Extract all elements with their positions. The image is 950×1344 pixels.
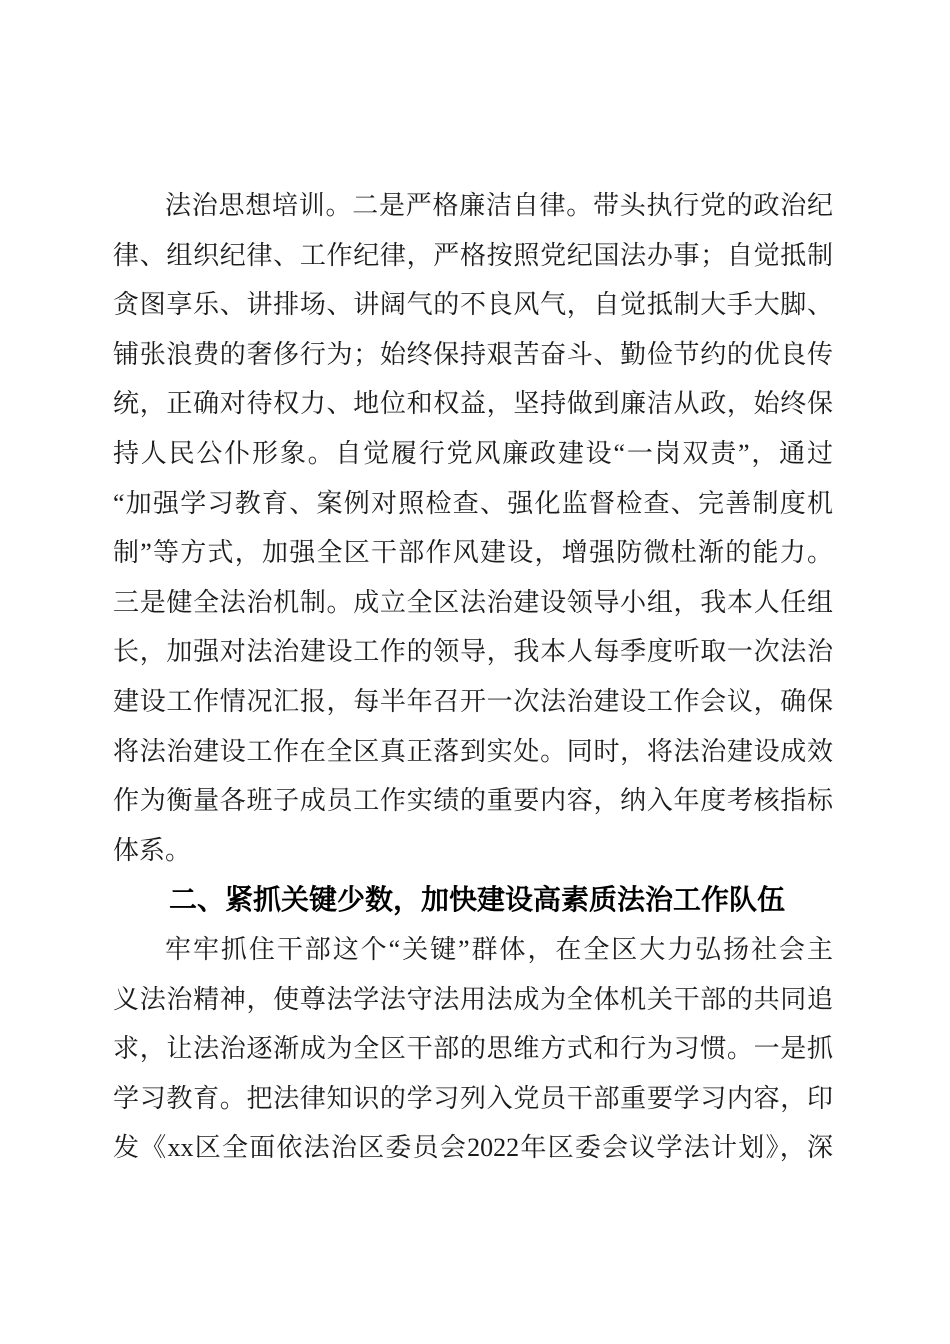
section-heading: 二、紧抓关键少数，加快建设高素质法治工作队伍 <box>169 884 786 916</box>
text-line: 学习教育。把法律知识的学习列入党员干部重要学习内容，印 <box>113 1083 833 1113</box>
text-line: 法治思想培训。二是严格廉洁自律。带头执行党的政治纪 <box>165 191 833 220</box>
text-line: 作为衡量各班子成员工作实绩的重要内容，纳入年度考核指标 <box>113 786 833 816</box>
document-text-block <box>113 181 833 1173</box>
text-line: 建设工作情况汇报，每半年召开一次法治建设工作会议，确保 <box>113 686 833 716</box>
text-line: 贪图享乐、讲排场、讲阔气的不良风气，自觉抵制大手大脚、 <box>113 290 833 320</box>
text-line: 求，让法治逐渐成为全区干部的思维方式和行为习惯。一是抓 <box>113 1034 833 1064</box>
text-line: 制”等方式，加强全区干部作风建设，增强防微杜渐的能力。 <box>113 538 833 568</box>
text-line: 长，加强对法治建设工作的领导，我本人每季度听取一次法治 <box>113 637 833 667</box>
text-line: 将法治建设工作在全区真正落到实处。同时，将法治建设成效 <box>113 736 833 766</box>
paragraph-end-line: 体系。 <box>113 835 192 865</box>
text-line: 牢牢抓住干部这个“关键”群体，在全区大力弘扬社会主 <box>165 934 833 964</box>
text-line: 义法治精神，使尊法学法守法用法成为全体机关干部的共同追 <box>113 984 833 1014</box>
text-line: “加强学习教育、案例对照检查、强化监督检查、完善制度机 <box>113 488 833 518</box>
text-line: 持人民公仆形象。自觉履行党风廉政建设“一岗双责”，通过 <box>113 438 833 468</box>
text-line: 铺张浪费的奢侈行为；始终保持艰苦奋斗、勤俭节约的优良传 <box>113 339 833 369</box>
text-line: 统，正确对待权力、地位和权益，坚持做到廉洁从政，始终保 <box>113 389 833 419</box>
text-line: 三是健全法治机制。成立全区法治建设领导小组，我本人任组 <box>113 587 833 617</box>
text-line: 律、组织纪律、工作纪律，严格按照党纪国法办事；自觉抵制 <box>113 240 833 270</box>
text-line: 发《xx区全面依法治区委员会2022年区委会议学法计划》，深 <box>113 1133 833 1163</box>
